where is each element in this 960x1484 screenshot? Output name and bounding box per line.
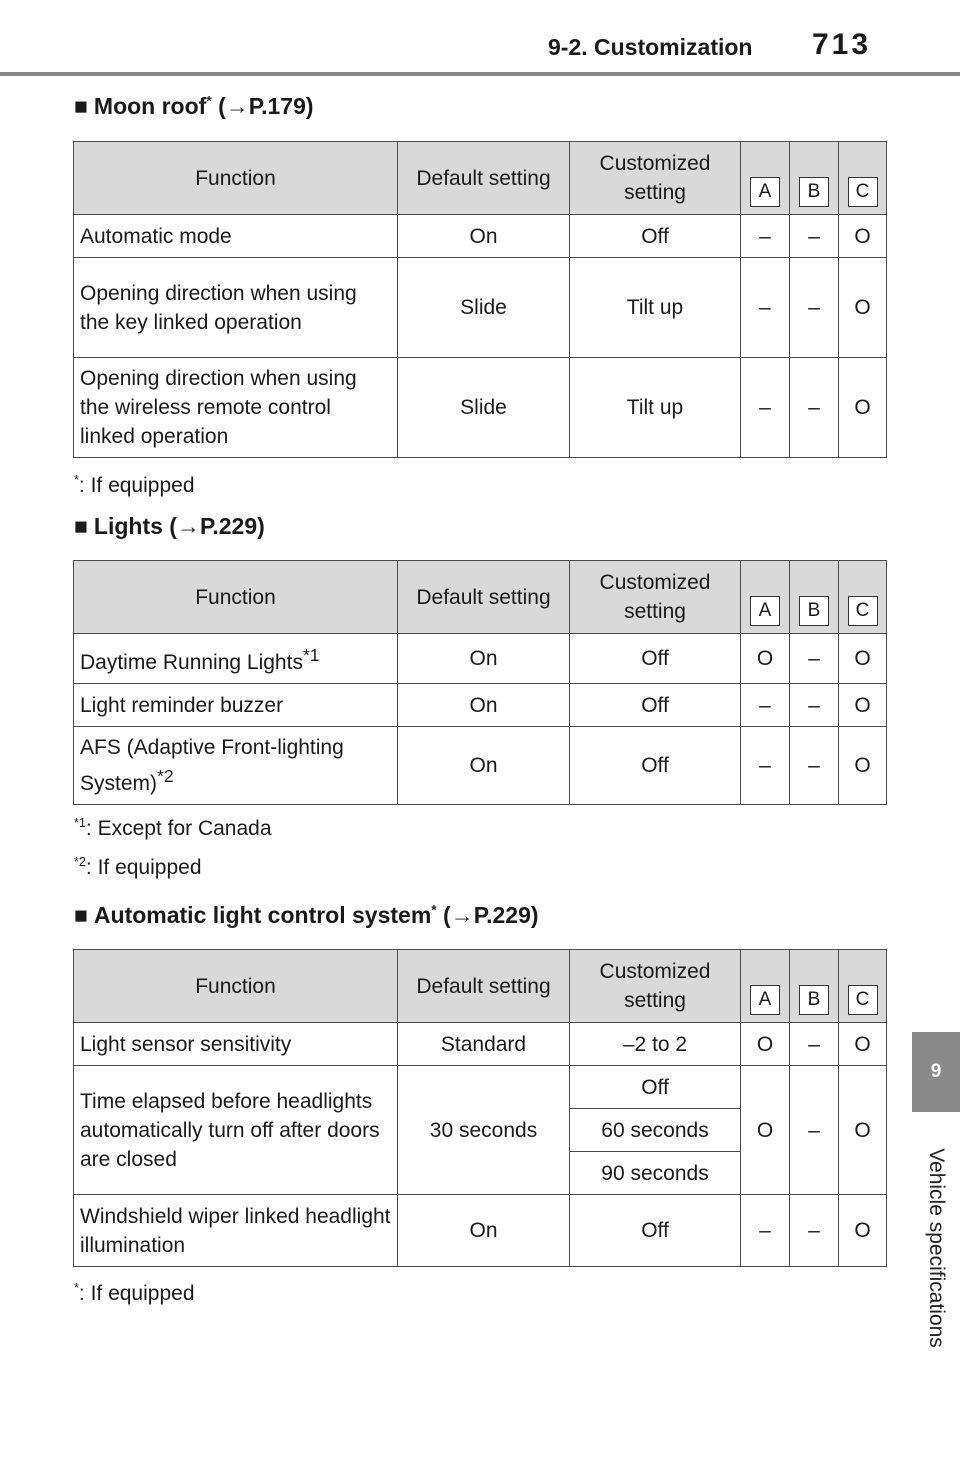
header-customized: Customized setting [570, 142, 741, 215]
table-row [74, 1023, 887, 1066]
default-cell: On [398, 215, 570, 258]
function-cell: Light reminder buzzer [74, 684, 398, 727]
custom-cell: Off [570, 727, 741, 805]
a-cell: O [741, 634, 790, 684]
square-bullet-icon: ■ [74, 902, 88, 928]
column-c-label: C [848, 177, 878, 207]
function-cell: Time elapsed before headlights automatically turn off after doors are closed [74, 1066, 398, 1195]
custom-cell: Off [570, 1195, 741, 1267]
default-cell: On [398, 634, 570, 684]
custom-cell: Tilt up [570, 358, 741, 458]
moon-roof-title: Moon roof [93, 93, 207, 119]
column-a-label: A [750, 985, 780, 1015]
c-cell: O [839, 1066, 887, 1195]
footnote-text: : Except for Canada [85, 817, 272, 840]
b-cell: – [790, 258, 839, 358]
lights-table [73, 560, 887, 805]
footnote-mark: * [74, 1281, 79, 1295]
section-title: 9-2. Customization [548, 34, 753, 60]
table-row [74, 1066, 887, 1109]
custom-cell: –2 to 2 [570, 1023, 741, 1066]
page-reference-link[interactable]: P.229 [473, 902, 531, 928]
header-default: Default setting [398, 950, 570, 1023]
header-rule [0, 72, 960, 76]
header-function: Function [74, 950, 398, 1023]
a-cell: – [741, 215, 790, 258]
default-cell: Slide [398, 258, 570, 358]
header-a [741, 950, 790, 1023]
header-a [741, 561, 790, 634]
b-cell: – [790, 358, 839, 458]
custom-cell: Off [570, 684, 741, 727]
custom-cell: 90 seconds [570, 1152, 741, 1195]
footnote-text: : If equipped [78, 1282, 195, 1305]
function-cell: Opening direction when using the wireless remote control linked operation [74, 358, 398, 458]
c-cell: O [839, 1195, 887, 1267]
default-cell: On [398, 1195, 570, 1267]
header-b [790, 142, 839, 215]
b-cell: – [790, 727, 839, 805]
auto-light-title: Automatic light control system [93, 902, 432, 928]
square-bullet-icon: ■ [74, 513, 88, 539]
footnote-mark: *1 [302, 644, 320, 665]
default-cell: 30 seconds [398, 1066, 570, 1195]
a-cell: – [741, 1195, 790, 1267]
column-b-label: B [799, 596, 829, 626]
custom-cell: Off [570, 634, 741, 684]
b-cell: – [790, 215, 839, 258]
page-reference-link[interactable]: P.179 [248, 93, 306, 119]
column-a-label: A [750, 596, 780, 626]
a-cell: – [741, 727, 790, 805]
b-cell: – [790, 1195, 839, 1267]
table-row [74, 634, 887, 684]
a-cell: – [741, 684, 790, 727]
header-b [790, 561, 839, 634]
footnote [74, 817, 272, 841]
a-cell: – [741, 258, 790, 358]
function-cell: Opening direction when using the key linked operation [74, 258, 398, 358]
arrow-right-icon: → [225, 93, 249, 119]
b-cell: – [790, 1023, 839, 1066]
header-c [839, 561, 887, 634]
function-text: Daytime Running Lights [80, 650, 303, 674]
c-cell: O [839, 1023, 887, 1066]
header-function: Function [74, 142, 398, 215]
header-default: Default setting [398, 561, 570, 634]
table-row [74, 684, 887, 727]
footnote [74, 1282, 195, 1306]
header-function: Function [74, 561, 398, 634]
header-c [839, 142, 887, 215]
table-row [74, 215, 887, 258]
b-cell: – [790, 1066, 839, 1195]
c-cell: O [839, 358, 887, 458]
footnote [74, 474, 195, 498]
column-c-label: C [848, 596, 878, 626]
footnote-mark: *2 [74, 855, 86, 869]
a-cell: O [741, 1066, 790, 1195]
square-bullet-icon: ■ [74, 93, 88, 119]
column-c-label: C [848, 985, 878, 1015]
header-a [741, 142, 790, 215]
default-cell: Slide [398, 358, 570, 458]
footnote-mark: *2 [157, 766, 174, 786]
footnote-text: : If equipped [78, 474, 195, 497]
default-cell: On [398, 684, 570, 727]
lights-heading: ■ Lights (→P.229) [74, 513, 265, 539]
a-cell: – [741, 358, 790, 458]
default-cell: Standard [398, 1023, 570, 1066]
footnote [74, 856, 202, 880]
custom-cell: 60 seconds [570, 1109, 741, 1152]
moon-roof-table [73, 141, 887, 458]
footnote-mark: *1 [74, 816, 86, 830]
c-cell: O [839, 634, 887, 684]
arrow-right-icon: → [176, 513, 200, 539]
custom-cell: Off [570, 1066, 741, 1109]
moon-roof-heading: ■ Moon roof* (→P.179) [74, 93, 314, 119]
header-c [839, 950, 887, 1023]
header-customized: Customized setting [570, 561, 741, 634]
table-row [74, 358, 887, 458]
auto-light-table [73, 949, 887, 1267]
function-cell [74, 634, 398, 684]
footnote-mark: * [206, 93, 212, 109]
function-cell [74, 727, 398, 805]
footnote-mark: * [431, 902, 437, 918]
c-cell: O [839, 684, 887, 727]
b-cell: – [790, 634, 839, 684]
table-row [74, 727, 887, 805]
arrow-right-icon: → [450, 902, 474, 928]
function-cell: Light sensor sensitivity [74, 1023, 398, 1066]
auto-light-heading: ■ Automatic light control system* (→P.229) [74, 902, 539, 928]
table-row [74, 1195, 887, 1267]
function-text: AFS (Adaptive Front-lighting System) [80, 736, 344, 795]
c-cell: O [839, 215, 887, 258]
chapter-label: Vehicle specifications [925, 1148, 948, 1348]
function-cell: Automatic mode [74, 215, 398, 258]
custom-cell: Off [570, 215, 741, 258]
footnote-text: : If equipped [85, 856, 202, 879]
header-customized: Customized setting [570, 950, 741, 1023]
lights-title: Lights [93, 513, 163, 539]
default-cell: On [398, 727, 570, 805]
column-b-label: B [799, 985, 829, 1015]
column-b-label: B [799, 177, 829, 207]
footnote-mark: * [74, 473, 79, 487]
b-cell: – [790, 684, 839, 727]
page-reference-link[interactable]: P.229 [199, 513, 258, 539]
function-cell: Windshield wiper linked headlight illumination [74, 1195, 398, 1267]
a-cell: O [741, 1023, 790, 1066]
page-number: 713 [812, 28, 872, 61]
c-cell: O [839, 727, 887, 805]
table-row [74, 258, 887, 358]
custom-cell: Tilt up [570, 258, 741, 358]
chapter-tab: 9 [912, 1032, 960, 1112]
header-default: Default setting [398, 142, 570, 215]
c-cell: O [839, 258, 887, 358]
column-a-label: A [750, 177, 780, 207]
header-b [790, 950, 839, 1023]
